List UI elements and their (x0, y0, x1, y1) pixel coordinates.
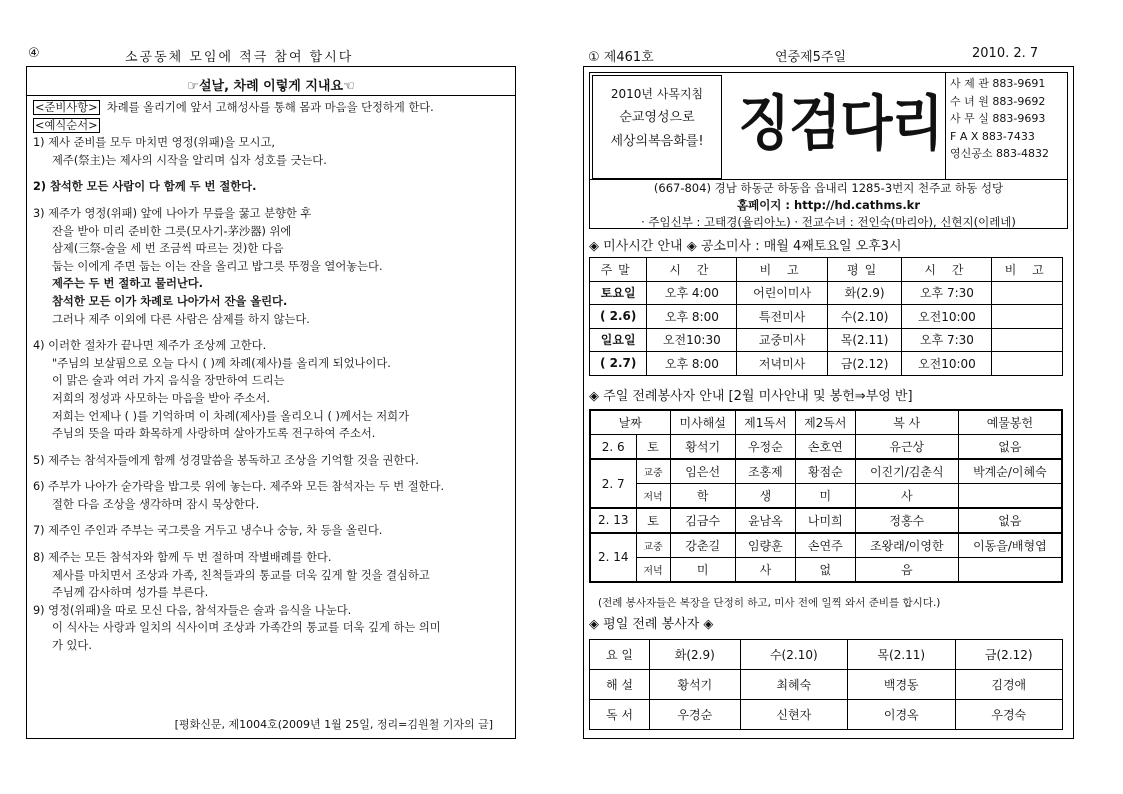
header-cell: 제2독서 (795, 410, 855, 435)
table-row (590, 305, 1063, 329)
table-cell: 유근상 (855, 435, 958, 460)
pastoral-motto (592, 75, 722, 179)
article-line: 4) 이러한 절차가 끝나면 제주가 조상께 고한다. (33, 339, 267, 353)
table-cell: 미 (670, 557, 735, 582)
article-line: 1) 제사 준비를 모두 마치면 영정(위패)을 모시고, (33, 136, 275, 150)
table-cell: 김경애 (955, 670, 1063, 700)
table-cell: 우경순 (650, 700, 741, 730)
header-cell: 화(2.9) (650, 640, 741, 670)
header-cell: 주말 (590, 258, 647, 282)
article-line: 7) 제주인 주인과 주부는 국그릇을 거두고 냉수나 숭늉, 차 등을 올린다. (33, 524, 383, 538)
table-cell: 사 (855, 484, 958, 509)
church-address: (667-804) 경남 하동군 하동읍 읍내리 1285-3번지 천주교 하동 성당 (653, 181, 1004, 195)
table-cell: 저녁미사 (737, 352, 827, 376)
section-label-prep: <준비사항> (35, 101, 98, 114)
table-cell: 교중미사 (737, 328, 827, 352)
table-cell: 박계순/이혜숙 (958, 459, 1062, 484)
header-cell: 금(2.12) (955, 640, 1063, 670)
table-cell (992, 328, 1063, 352)
table-cell: 조홍제 (735, 459, 795, 484)
article-line: 둡는 이에게 주면 둡는 이는 잔을 올리고 밥그릇 뚜껑을 열어놓는다. (52, 259, 383, 273)
left-article (26, 66, 516, 739)
table-cell: 강춘길 (670, 533, 735, 558)
table-cell: 우정순 (735, 435, 795, 460)
contact-item: F A X 883-7433 (950, 129, 1035, 143)
table-cell: 이동을/배형엽 (958, 533, 1062, 558)
article-line: 제주는 두 번 절하고 물러난다. (52, 277, 203, 291)
table-cell: ( 2.6) (590, 305, 647, 329)
header-cell: 예물봉헌 (958, 410, 1062, 435)
church-info (590, 179, 1067, 231)
mass-schedule-table (589, 257, 1063, 376)
motto-year: 2010년 사목지침 (610, 87, 704, 101)
table-cell: 오후 8:00 (647, 352, 737, 376)
article-line: "주님의 보살핌으로 오늘 다시 ( )께 차례(제사)를 올리게 되었나이다. (52, 356, 391, 370)
header-cell: 날짜 (590, 410, 670, 435)
table-cell: 손호연 (795, 435, 855, 460)
table-cell: 이진기/김춘식 (855, 459, 958, 484)
table-cell: 오후 7:30 (902, 328, 992, 352)
table-row (590, 459, 1062, 484)
issue-date: 2010. 2. 7 (972, 46, 1039, 61)
table-cell: 2. 6 (590, 435, 636, 460)
article-line: 이 맑은 술과 여러 가지 음식을 장만하여 드리는 (52, 374, 285, 388)
table-cell: 일요일 (590, 328, 647, 352)
article-line: 참석한 모든 이가 차례로 나아가서 잔을 올린다. (52, 294, 288, 308)
table-cell: 오후 7:30 (902, 281, 992, 305)
table-cell: 토 (636, 508, 670, 533)
article-line: 제사를 마치면서 조상과 가족, 친척들과의 통교를 더욱 깊게 할 것을 결심하고 (52, 568, 430, 582)
clergy-info: · 주임신부 : 고태경(율리아노) · 전교수녀 : 전인숙(마리아), 신현지(이레네) (641, 215, 1016, 229)
table-cell: 교중 (636, 533, 670, 558)
article-line: 6) 주부가 나아가 숟가락을 밥그릇 위에 놓는다. 제주와 모든 참석자는 두 번 절한다. (33, 480, 445, 494)
table-cell: 독 서 (590, 700, 650, 730)
table-cell: 황석기 (670, 435, 735, 460)
header-cell: 비 고 (992, 258, 1063, 282)
article-line: 삼제(三祭-술을 세 번 조금씩 따르는 것)한 다음 (52, 242, 284, 256)
sunday-service-title: ◈ 주일 전례봉사자 안내 [2월 미사안내 및 봉헌⇒부엉 반] (589, 389, 913, 404)
left-page-number: ④ (28, 46, 40, 61)
article-source: [평화신문, 제1004호(2009년 1월 25일, 정리=김원철 기자의 글] (174, 718, 493, 731)
header-cell: 미사해설 (670, 410, 735, 435)
table-cell: 특전미사 (737, 305, 827, 329)
table-cell: 2. 13 (590, 508, 636, 533)
table-row (590, 435, 1062, 460)
masthead (589, 72, 1068, 229)
table-row (590, 557, 1062, 582)
mass-schedule-title: ◈ 미사시간 안내 ◈ 공소미사 : 매월 4째토요일 오후3시 (589, 239, 902, 254)
article-line: 3) 제주가 영정(위패) 앞에 나아가 무릎을 꿇고 분향한 후 (33, 206, 312, 220)
table-cell: 저녁 (636, 557, 670, 582)
article-line: 이 식사는 사랑과 일치의 식사이며 조상과 가족간의 통교를 더욱 깊게 하는 의미 (52, 621, 441, 635)
issue-number: ① 제461호 (588, 50, 654, 65)
table-cell: 신현자 (740, 700, 847, 730)
article-line: 9) 영정(위패)을 따로 모신 다음, 참석자들은 술과 음식을 나눈다. (33, 603, 352, 617)
table-cell: 2. 14 (590, 533, 636, 582)
article-title: ☞설날, 차례 이렇게 지내요☜ (187, 79, 355, 94)
article-line: 주님의 뜻을 따라 화목하게 사랑하며 살아가도록 전구하여 주소서. (52, 427, 376, 441)
table-cell: 조왕래/이영한 (855, 533, 958, 558)
bulletin-logo: 징검다리 (738, 88, 943, 159)
section-label-order: <예식순서> (35, 118, 98, 132)
table-row (590, 533, 1062, 558)
article-line: 저희는 언제나 ( )를 기억하며 이 차례(제사)를 올리오니 ( )께서는 저희가 (52, 409, 410, 423)
table-row (590, 508, 1062, 533)
table-row (590, 700, 1063, 730)
header-cell: 평일 (827, 258, 902, 282)
article-line: 가 있다. (52, 639, 92, 653)
contact-item: 사 제 관 883-9691 (950, 77, 1046, 90)
table-cell: 어린이미사 (737, 281, 827, 305)
table-cell: 생 (735, 484, 795, 509)
table-cell: 정홍수 (855, 508, 958, 533)
table-cell (992, 305, 1063, 329)
sunday-service-table (589, 409, 1063, 583)
table-cell: 없 (795, 557, 855, 582)
article-line: 8) 제주는 모든 참석자와 함께 두 번 절하며 작별배례를 한다. (33, 551, 332, 565)
table-cell: 황석기 (650, 670, 741, 700)
weekday-service-title: ◈ 평일 전례 봉사자 ◈ (589, 617, 714, 632)
contact-item: 영신공소 883-4832 (950, 147, 1049, 161)
header-cell: 제1독서 (735, 410, 795, 435)
header-cell: 목(2.11) (848, 640, 955, 670)
bulletin-front (583, 66, 1074, 739)
table-row (590, 484, 1062, 509)
table-cell: 오전10:00 (902, 305, 992, 329)
weekday-service-table (589, 639, 1063, 730)
table-cell: 화(2.9) (827, 281, 902, 305)
table-cell: 학 (670, 484, 735, 509)
article-line: 주님께 감사하며 성가를 부른다. (52, 586, 209, 600)
header-cell: 요 일 (590, 640, 650, 670)
header-cell: 비 고 (737, 258, 827, 282)
table-cell: 금(2.12) (827, 352, 902, 376)
table-cell: 2. 7 (590, 459, 636, 508)
motto-line: 순교영성으로 (619, 110, 695, 125)
table-header (590, 410, 1062, 435)
article-line: 잔을 받아 미리 준비한 그릇(모사기-茅沙器) 위에 (52, 224, 292, 238)
table-cell: 없음 (958, 508, 1062, 533)
table-cell: 교중 (636, 459, 670, 484)
contact-list (945, 73, 1067, 179)
article-line: 제주(祭主)는 제사의 시작을 알리며 십자 성호를 긋는다. (52, 153, 327, 167)
table-cell: 오후 4:00 (647, 281, 737, 305)
table-cell: 임량훈 (735, 533, 795, 558)
table-row (590, 670, 1063, 700)
table-row (590, 352, 1063, 376)
article-line: 그러나 제주 이외에 다른 사람은 삼제를 하지 않는다. (52, 312, 310, 326)
table-cell: 나미희 (795, 508, 855, 533)
table-row (590, 328, 1063, 352)
article-line: 차례를 올리기에 앞서 고해성사를 통해 몸과 마음을 단정하게 한다. (106, 101, 434, 114)
table-cell: 토 (636, 435, 670, 460)
table-cell: 오전10:00 (902, 352, 992, 376)
table-cell: 수(2.10) (827, 305, 902, 329)
contact-item: 사 무 실 883-9693 (950, 112, 1046, 126)
table-cell (992, 281, 1063, 305)
table-cell: 백경동 (848, 670, 955, 700)
table-cell: 손연주 (795, 533, 855, 558)
left-heading: 소공동체 모임에 적극 참여 합시다 (125, 50, 354, 65)
table-cell: 사 (735, 557, 795, 582)
table-cell: 해 설 (590, 670, 650, 700)
table-header (590, 640, 1063, 670)
table-cell: ( 2.7) (590, 352, 647, 376)
table-cell: 저녁 (636, 484, 670, 509)
header-cell: 수(2.10) (740, 640, 847, 670)
table-cell (992, 352, 1063, 376)
table-row (590, 281, 1063, 305)
article-line: 저희의 정성과 사모하는 마음을 받아 주소서. (52, 391, 270, 405)
table-cell: 김금수 (670, 508, 735, 533)
header-cell: 시 간 (647, 258, 737, 282)
table-cell: 오전10:30 (647, 328, 737, 352)
table-cell: 윤남옥 (735, 508, 795, 533)
table-cell: 임은선 (670, 459, 735, 484)
table-cell: 이경옥 (848, 700, 955, 730)
contact-item: 수 녀 원 883-9692 (950, 94, 1046, 108)
table-cell: 없음 (958, 435, 1062, 460)
article-body (33, 99, 509, 655)
service-note: (전례 봉사자들은 복장을 단정히 하고, 미사 전에 일찍 와서 준비를 합시다.) (598, 597, 941, 609)
table-cell: 황점순 (795, 459, 855, 484)
table-cell: 목(2.11) (827, 328, 902, 352)
table-cell: 음 (855, 557, 958, 582)
header-cell: 시 간 (902, 258, 992, 282)
table-cell: 오후 8:00 (647, 305, 737, 329)
motto-line: 세상의복음화를! (610, 134, 704, 149)
table-cell: 토요일 (590, 281, 647, 305)
table-header (590, 258, 1063, 282)
homepage-link[interactable]: 홈페이지 : http://hd.cathms.kr (736, 198, 921, 212)
header-cell: 복 사 (855, 410, 958, 435)
liturgical-week: 연중제5주일 (775, 50, 847, 65)
table-cell: 최혜숙 (740, 670, 847, 700)
table-cell: 미 (795, 484, 855, 509)
article-line: 2) 참석한 모든 사람이 다 함께 두 번 절한다. (33, 180, 257, 194)
article-line: 절한 다음 조상을 생각하며 잠시 묵상한다. (52, 497, 260, 511)
article-line: 5) 제주는 참석자들에게 함께 성경말씀을 봉독하고 조상을 기억할 것을 권한다. (33, 453, 419, 467)
table-cell: 우경숙 (955, 700, 1063, 730)
